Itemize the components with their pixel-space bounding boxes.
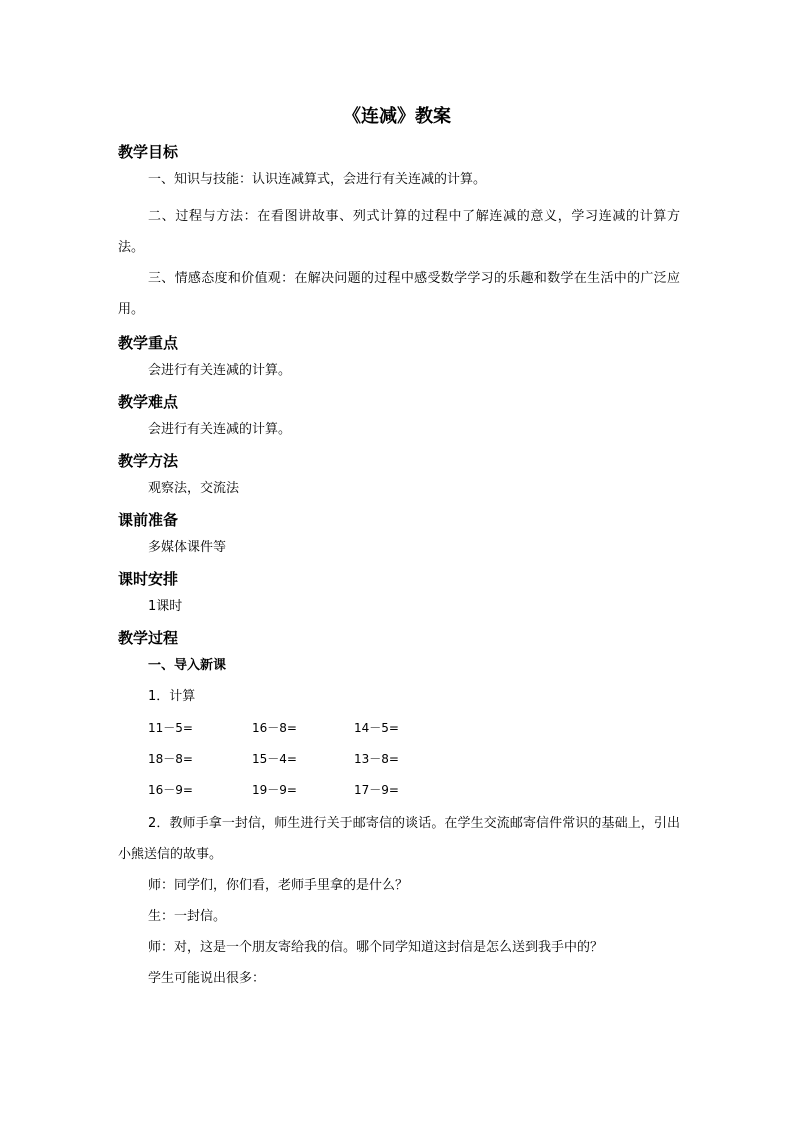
heading-process: 教学过程 [118, 629, 179, 647]
math-row [118, 780, 680, 800]
math-cell: 14－5= [354, 721, 399, 735]
process-item2: 2．教师手拿一封信，师生进行关于邮寄信的谈话。在学生交流邮寄信件常识的基础上，引出小熊送信的故事。 [118, 816, 680, 862]
document-body [118, 142, 680, 994]
process-sub1: 一、导入新课 [148, 658, 227, 673]
heading-key: 教学重点 [118, 334, 179, 352]
process-item1: 1．计算 [148, 689, 196, 704]
heading-schedule: 课时安排 [118, 570, 179, 588]
math-cell: 17－9= [354, 783, 399, 797]
math-cell: 16－8= [252, 721, 297, 735]
document-title: 《连减》教案 [343, 106, 451, 127]
math-cell: 15－4= [252, 752, 297, 766]
dialogue-teacher-2: 师：对，这是一个朋友寄给我的信。哪个同学知道这封信是怎么送到我手中的？ [148, 940, 604, 955]
schedule-text: 1课时 [148, 599, 183, 614]
dialogue-teacher-1: 师：同学们，你们看，老师手里拿的是什么？ [148, 878, 409, 893]
math-cell: 19－9= [252, 783, 297, 797]
heading-difficulty: 教学难点 [118, 393, 179, 411]
goals-p2: 二、过程与方法：在看图讲故事、列式计算的过程中了解连减的意义，学习连减的计算方法。 [118, 209, 680, 255]
difficulty-text: 会进行有关连减的计算。 [148, 422, 292, 437]
math-cell: 18－8= [148, 752, 193, 766]
heading-goals: 教学目标 [118, 143, 179, 161]
goals-p1: 一、知识与技能：认识连减算式，会进行有关连减的计算。 [148, 172, 487, 187]
dialogue-student-1: 生：一封信。 [148, 909, 227, 924]
dialogue-student-2: 学生可能说出很多： [148, 971, 266, 986]
math-cell: 11－5= [148, 721, 193, 735]
prep-text: 多媒体课件等 [148, 540, 227, 555]
heading-method: 教学方法 [118, 452, 179, 470]
math-row [118, 749, 680, 769]
math-cell: 16－9= [148, 783, 193, 797]
key-text: 会进行有关连减的计算。 [148, 363, 292, 378]
heading-prep: 课前准备 [118, 511, 179, 529]
method-text: 观察法，交流法 [148, 481, 240, 496]
goals-p3: 三、情感态度和价值观：在解决问题的过程中感受数学学习的乐趣和数学在生活中的广泛应用。 [118, 271, 680, 317]
math-cell: 13－8= [354, 752, 399, 766]
math-row [118, 718, 680, 738]
